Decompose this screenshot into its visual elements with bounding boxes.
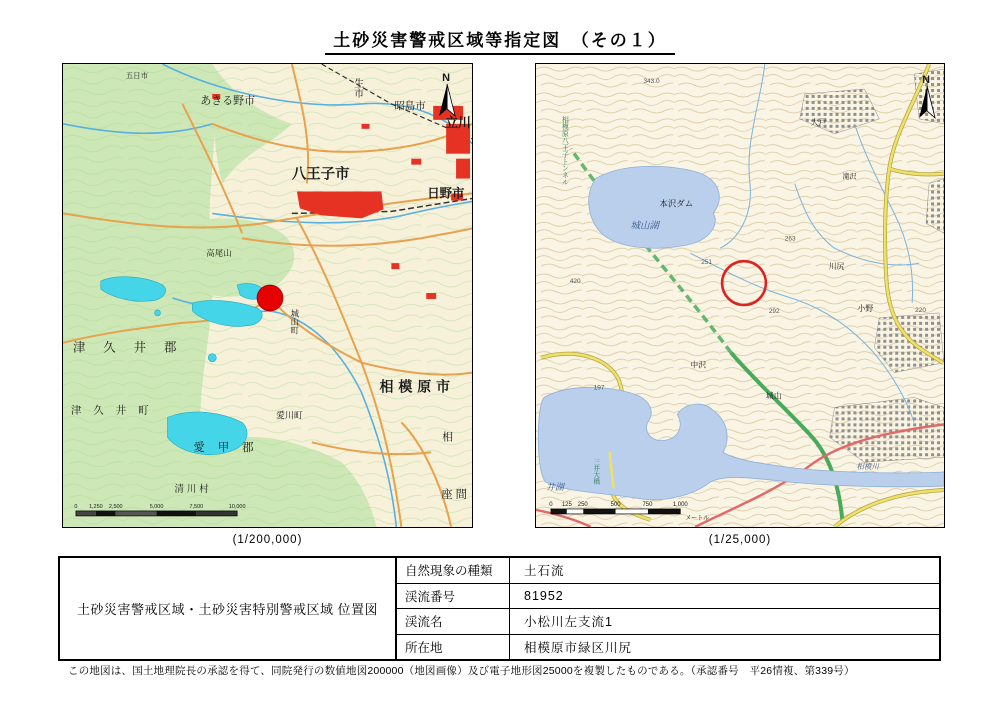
detail-map-image <box>536 64 944 527</box>
label-zama: 座間 <box>441 489 471 502</box>
row-value-stream-name: 小松川左支流1 <box>524 615 613 630</box>
scale-tick: 1,000 <box>672 501 688 508</box>
page-title: 土砂災害警戒区域等指定図 （その１） <box>325 26 675 55</box>
overview-map-image <box>63 64 472 527</box>
north-label: N <box>442 72 451 85</box>
scale-tick: 2,500 <box>108 503 123 510</box>
label-akiruno: あきる野市 <box>200 94 256 107</box>
shiroyama-lake-shape <box>589 166 720 248</box>
row-label-location: 所在地 <box>397 635 510 660</box>
row-value-phenomenon: 土石流 <box>524 564 565 579</box>
elevation-197: 197 <box>593 384 605 392</box>
detail-map-panel <box>535 63 945 528</box>
location-marker-dot <box>257 285 283 311</box>
label-aiko-gun: 愛甲郡 <box>193 442 267 455</box>
elevation-251: 251 <box>701 259 712 267</box>
table-row <box>397 635 939 660</box>
detail-map-scale-caption: (1/25,000) <box>708 534 772 546</box>
label-itsukaichi: 五日市 <box>125 71 149 81</box>
copyright-footnote: この地図は、国土地理院長の承認を得て、同院発行の数値地図200000（地図画像）及び電子地形図25000を複製したものである。（承認番号 平26情複、第339号） <box>68 665 855 677</box>
label-shiroyama-machi: 城山町 <box>289 308 300 335</box>
label-mitsui-bridge: 三井大橋 <box>592 458 600 485</box>
label-nakazawa: 中沢 <box>690 360 707 370</box>
row-label-phenomenon: 自然現象の種類 <box>397 558 510 583</box>
overview-map-panel <box>62 63 473 528</box>
label-tsukui-machi: 津久井町 <box>70 405 161 417</box>
page-header <box>0 26 1000 55</box>
label-takaosan: 高尾山 <box>206 248 232 259</box>
row-label-stream-name: 渓流名 <box>397 609 510 634</box>
info-table-rows <box>397 558 939 659</box>
label-hino: 日野市 <box>427 186 465 201</box>
row-value-location: 相模原市緑区川尻 <box>524 640 633 655</box>
label-tachikawa: 立川 <box>445 114 471 130</box>
scale-tick: 10,000 <box>228 503 246 510</box>
scale-tick: 7,500 <box>189 503 204 510</box>
label-takizawa: 滝沢 <box>842 173 857 181</box>
elevation-420: 420 <box>569 278 581 286</box>
table-row <box>397 609 939 635</box>
scale-tick: 250 <box>577 501 588 508</box>
scale-tick: 0 <box>549 501 553 508</box>
scale-tick: 5,000 <box>149 503 164 510</box>
label-oto: 大戸 <box>810 117 827 127</box>
north-label: N <box>922 74 931 87</box>
scale-tick: 500 <box>610 501 621 508</box>
scale-unit: メートル <box>685 515 710 522</box>
elevation-263: 263 <box>784 235 796 243</box>
label-tsukui-gun: 津久井郡 <box>72 340 195 355</box>
label-shiroyama-lake: 城山湖 <box>630 220 659 232</box>
scale-tick: 750 <box>642 501 653 508</box>
location-map-caption-cell: 土砂災害警戒区域・土砂災害特別警戒区域 位置図 <box>60 558 397 659</box>
label-fussa: 生市 <box>352 78 364 98</box>
label-sagami-partial: 相 <box>442 431 454 444</box>
label-ono: 小野 <box>857 303 874 313</box>
label-sagamihara: 相模原市 <box>379 378 456 395</box>
info-table <box>58 556 941 661</box>
elevation-220: 220 <box>915 306 926 314</box>
label-aikawa: 愛川町 <box>275 410 303 421</box>
label-kawajiri: 川尻 <box>828 262 845 272</box>
label-shiroyama: 城山 <box>765 391 782 401</box>
overview-map-scale-caption: (1/200,000) <box>232 534 303 546</box>
label-honsawa-dam: 本沢ダム <box>659 198 694 209</box>
label-hachioji: 八王子市 <box>291 166 350 183</box>
scale-tick: 0 <box>74 503 78 510</box>
label-tsukui-lake: 井湖 <box>545 482 564 493</box>
label-tunnel: 相模原八王子トンネル <box>560 115 568 186</box>
scale-tick: 125 <box>561 501 572 508</box>
table-row <box>397 558 939 584</box>
elevation-343: 343.0 <box>643 78 660 86</box>
scale-tick: 1,250 <box>88 503 103 510</box>
label-kiyokawa: 清川村 <box>174 484 212 496</box>
row-value-stream-number: 81952 <box>524 588 564 603</box>
table-row <box>397 584 939 610</box>
label-akishima: 昭島市 <box>394 100 426 112</box>
label-sagami-river: 相模川 <box>856 462 879 472</box>
row-label-stream-number: 渓流番号 <box>397 584 510 609</box>
elevation-292: 292 <box>768 307 780 315</box>
